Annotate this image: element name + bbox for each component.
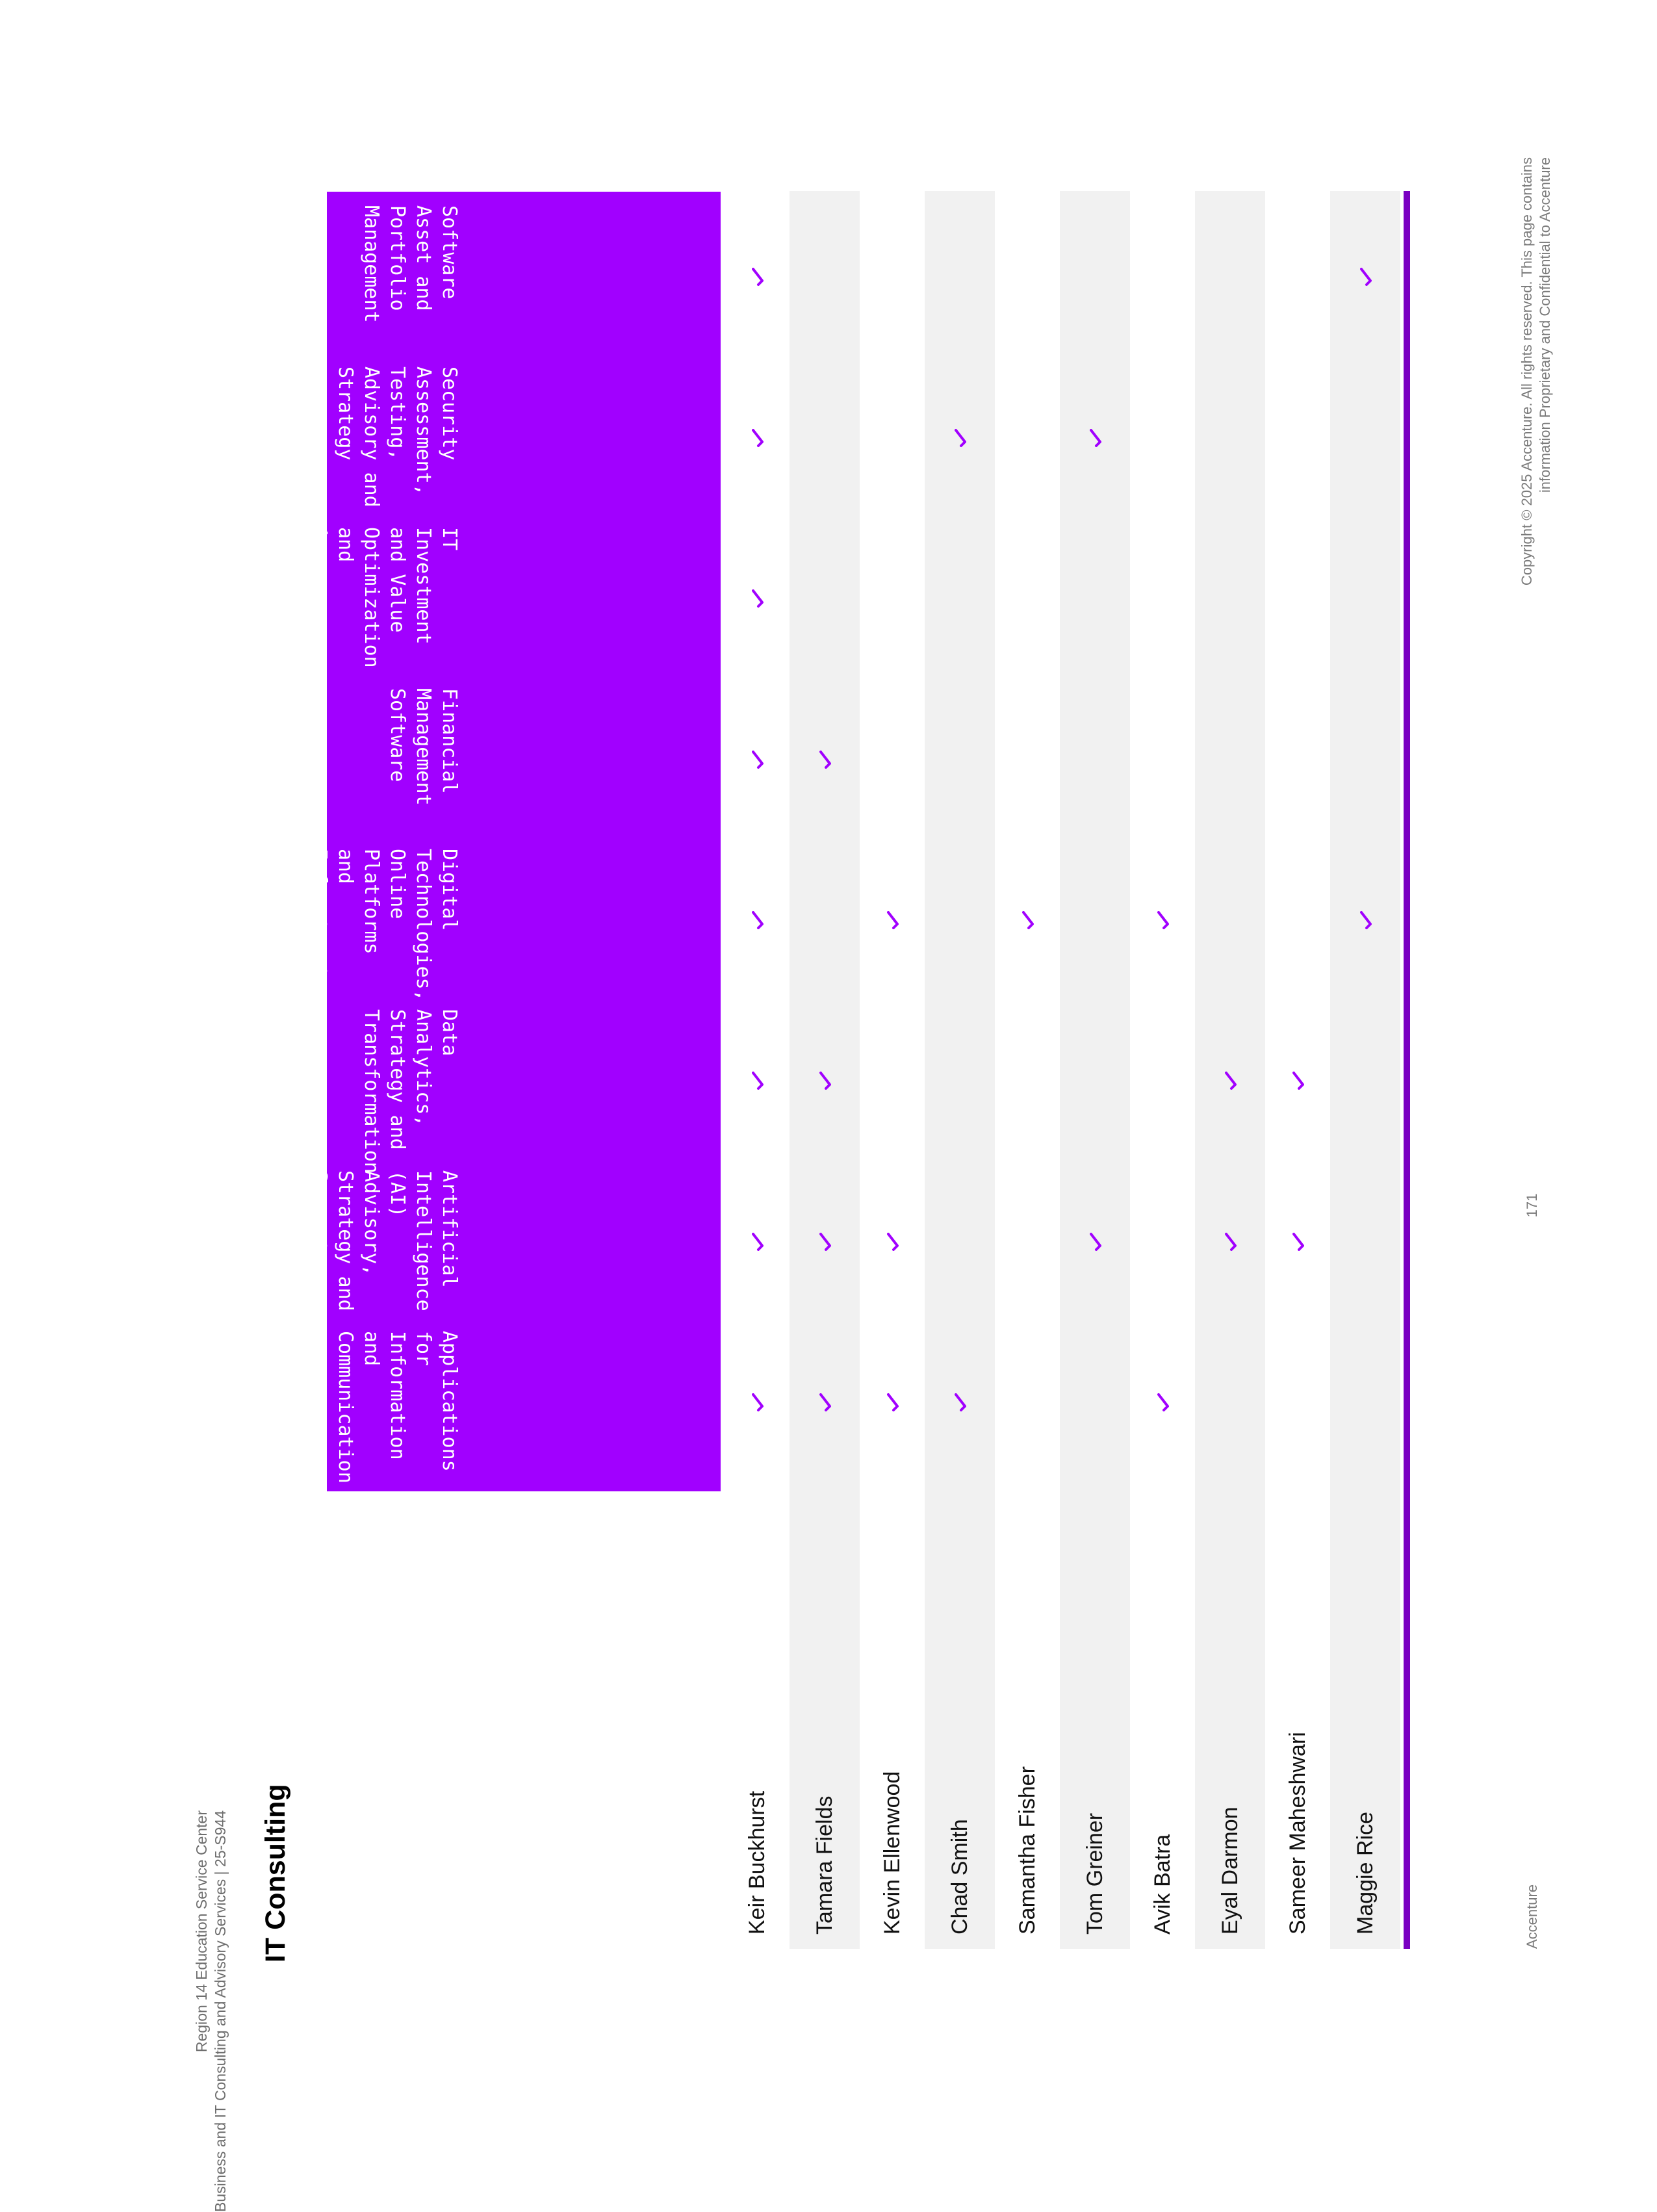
copyright-line-1: Copyright © 2025 Accenture. All rights reserved. This page contains — [1519, 157, 1535, 586]
checkmark-icon — [1292, 1233, 1304, 1251]
consultant-name: Chad Smith — [947, 1819, 972, 1935]
consultant-name: Eyal Darmon — [1217, 1807, 1242, 1935]
header-org: Region 14 Education Service Center — [193, 1810, 210, 2053]
checkmark-icon — [955, 429, 966, 447]
checkmark-icon — [819, 1393, 831, 1411]
column-header-label: Software Asset and Portfolio Management — [360, 205, 461, 323]
checkmark-icon — [1360, 268, 1372, 286]
checkmark-icon — [955, 1393, 966, 1411]
column-header — [308, 527, 462, 676]
consultant-name: Kevin Ellenwood — [879, 1771, 905, 1935]
page-number: 171 — [1524, 1193, 1540, 1218]
checkmark-icon — [887, 1393, 899, 1411]
consultant-name: Tamara Fields — [812, 1795, 837, 1935]
consultant-name: Tom Greiner — [1082, 1812, 1107, 1935]
column-header-label: IT Investment and Value Optimization and Assurance — [308, 527, 461, 668]
checkmark-icon — [1360, 911, 1372, 929]
column-header — [374, 688, 462, 838]
checkmark-icon — [752, 751, 764, 769]
column-header — [360, 205, 462, 355]
consultant-name: Sameer Maheshwari — [1285, 1732, 1310, 1935]
consultant-name: Maggie Rice — [1352, 1812, 1378, 1935]
footer-company: Accenture — [1524, 1884, 1540, 1949]
checkmark-icon — [819, 1233, 831, 1251]
checkmark-icon — [752, 911, 764, 929]
checkmark-icon — [1090, 1233, 1101, 1251]
consultant-name: Samantha Fisher — [1014, 1766, 1040, 1935]
column-header-label: Artificial Intelligence (AI) Advisory, Strategy and Support Services — [282, 1170, 461, 1311]
column-header-label: Data Analytics, Strategy and Transformation — [360, 1009, 461, 1174]
checkmark-icon — [752, 1393, 764, 1411]
checkmark-icon — [887, 1233, 899, 1251]
column-header — [334, 367, 462, 516]
checkmark-icon — [752, 1072, 764, 1090]
column-header — [308, 849, 462, 1025]
checkmark-icon — [752, 429, 764, 447]
checkmark-icon — [1225, 1233, 1237, 1251]
checkmark-icon — [1022, 911, 1034, 929]
consultant-name: Keir Buckhurst — [744, 1790, 769, 1935]
document-header — [192, 1810, 230, 2212]
column-header-label: Applications for Information and Communication — [334, 1331, 461, 1484]
checkmark-icon — [752, 1233, 764, 1251]
column-header — [334, 1331, 462, 1484]
column-header — [282, 1170, 462, 1320]
checkmark-icon — [1225, 1072, 1237, 1090]
checkmark-icon — [1090, 429, 1101, 447]
header-project: Business and IT Consulting and Advisory Services | 25-S944 — [212, 1810, 229, 2212]
column-header-label: Financial Management Software — [386, 688, 461, 806]
page-title: IT Consulting — [260, 1784, 291, 1962]
checkmark-icon — [819, 751, 831, 769]
checkmark-icon — [752, 589, 764, 608]
checkmark-icon — [819, 1072, 831, 1090]
checkmark-icon — [1157, 1393, 1169, 1411]
column-header — [360, 1009, 462, 1174]
table-bottom-rule — [1404, 191, 1410, 1949]
checkmark-icon — [1157, 911, 1169, 929]
checkmark-icon — [887, 911, 899, 929]
footer-copyright — [1518, 157, 1554, 585]
consultant-name: Avik Batra — [1150, 1834, 1175, 1935]
column-header-label: Security Assessment, Testing, Advisory and Strategy — [334, 367, 461, 508]
checkmark-icon — [1292, 1072, 1304, 1090]
checkmark-icon — [752, 268, 764, 286]
copyright-line-2: information Proprietary and Confidential to Accenture — [1537, 157, 1553, 493]
column-header-label: Digital Technologies, Online Platforms and Infrastructures — [308, 849, 461, 1025]
